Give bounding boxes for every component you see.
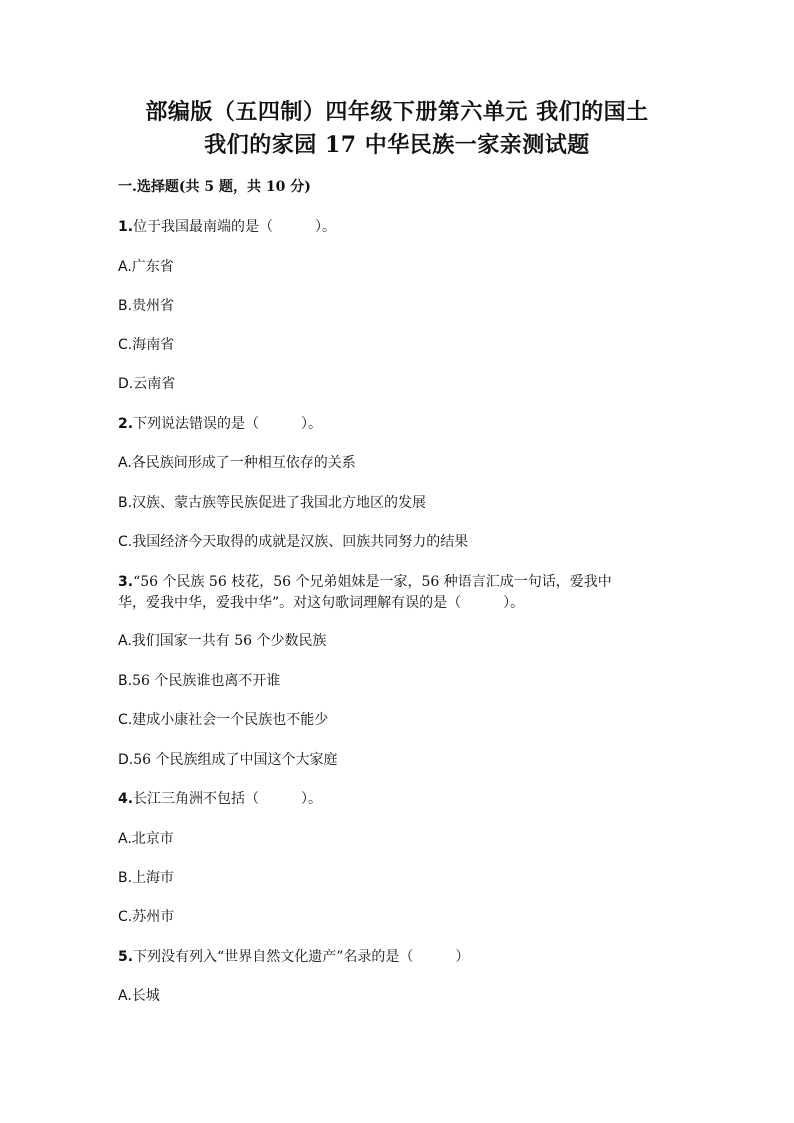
option-2c: [118, 532, 678, 552]
option-letter: C.: [118, 909, 133, 925]
question-number: 1.: [118, 219, 134, 235]
option-letter: C.: [118, 712, 133, 728]
option-text: 我们国家一共有 56 个少数民族: [131, 633, 327, 649]
option-text: 云南省: [133, 376, 176, 392]
option-4a: [118, 829, 678, 849]
option-letter: C.: [118, 534, 133, 550]
document-title-line-1: 部编版（五四制）四年级下册第六单元 我们的国土: [145, 99, 649, 125]
question-5: [118, 947, 678, 967]
option-text: 北京市: [131, 831, 174, 847]
option-letter: A.: [118, 633, 132, 649]
option-3b: [118, 671, 678, 691]
document-title-line-2: 我们的家园 17 中华民族一家亲测试题: [204, 132, 590, 158]
option-4c: [118, 907, 678, 927]
option-2b: [118, 493, 678, 513]
option-text: 56 个民族组成了中国这个大家庭: [133, 752, 338, 768]
question-text: 位于我国最南端的是（ ）。: [133, 219, 337, 235]
option-text: 汉族、蒙古族等民族促进了我国北方地区的发展: [132, 495, 427, 511]
option-1c: [118, 335, 678, 355]
option-text: 长城: [131, 988, 160, 1004]
option-text: 我国经济今天取得的成就是汉族、回族共同努力的结果: [132, 534, 469, 550]
question-text-line-1: “56 个民族 56 枝花，56 个兄弟姐妹是一家，56 种语言汇成一句话，爱我中: [133, 574, 612, 590]
option-text: 海南省: [132, 337, 175, 353]
option-letter: A.: [118, 259, 132, 275]
option-1b: [118, 296, 678, 316]
question-3-continued: [118, 593, 678, 613]
question-text-line-2: 华，爱我中华，爱我中华”。对这句歌词理解有误的是（ ）。: [118, 595, 525, 611]
option-letter: B.: [118, 870, 133, 886]
option-text: 贵州省: [132, 298, 175, 314]
option-5a: [118, 986, 678, 1006]
question-number: 4.: [118, 791, 134, 807]
option-letter: D.: [118, 376, 134, 392]
question-number: 5.: [118, 949, 134, 965]
option-text: 各民族间形成了一种相互依存的关系: [131, 455, 356, 471]
option-2a: [118, 453, 678, 473]
question-3: [118, 572, 678, 592]
option-3a: [118, 631, 678, 651]
option-text: 广东省: [131, 259, 174, 275]
option-letter: B.: [118, 495, 133, 511]
question-text: 长江三角洲不包括（ ）。: [133, 791, 323, 807]
option-1a: [118, 257, 678, 277]
question-number: 3.: [118, 574, 134, 590]
option-text: 苏州市: [132, 909, 175, 925]
option-3c: [118, 710, 678, 730]
option-text: 建成小康社会一个民族也不能少: [132, 712, 329, 728]
question-1: [118, 217, 678, 237]
option-3d: [118, 750, 678, 770]
question-number: 2.: [118, 416, 134, 432]
option-text: 上海市: [132, 870, 175, 886]
option-letter: B.: [118, 673, 133, 689]
option-letter: B.: [118, 298, 133, 314]
option-text: 56 个民族谁也离不开谁: [132, 673, 281, 689]
section-heading: 一.选择题(共 5 题，共 10 分): [118, 179, 311, 195]
option-4b: [118, 868, 678, 888]
question-4: [118, 789, 678, 809]
option-1d: [118, 374, 678, 394]
option-letter: C.: [118, 337, 133, 353]
option-letter: A.: [118, 988, 132, 1004]
option-letter: D.: [118, 752, 134, 768]
option-letter: A.: [118, 455, 132, 471]
question-text: 下列说法错误的是（ ）。: [133, 416, 323, 432]
option-letter: A.: [118, 831, 132, 847]
question-2: [118, 414, 678, 434]
question-text: 下列没有列入“世界自然文化遗产”名录的是（ ）: [133, 949, 470, 965]
